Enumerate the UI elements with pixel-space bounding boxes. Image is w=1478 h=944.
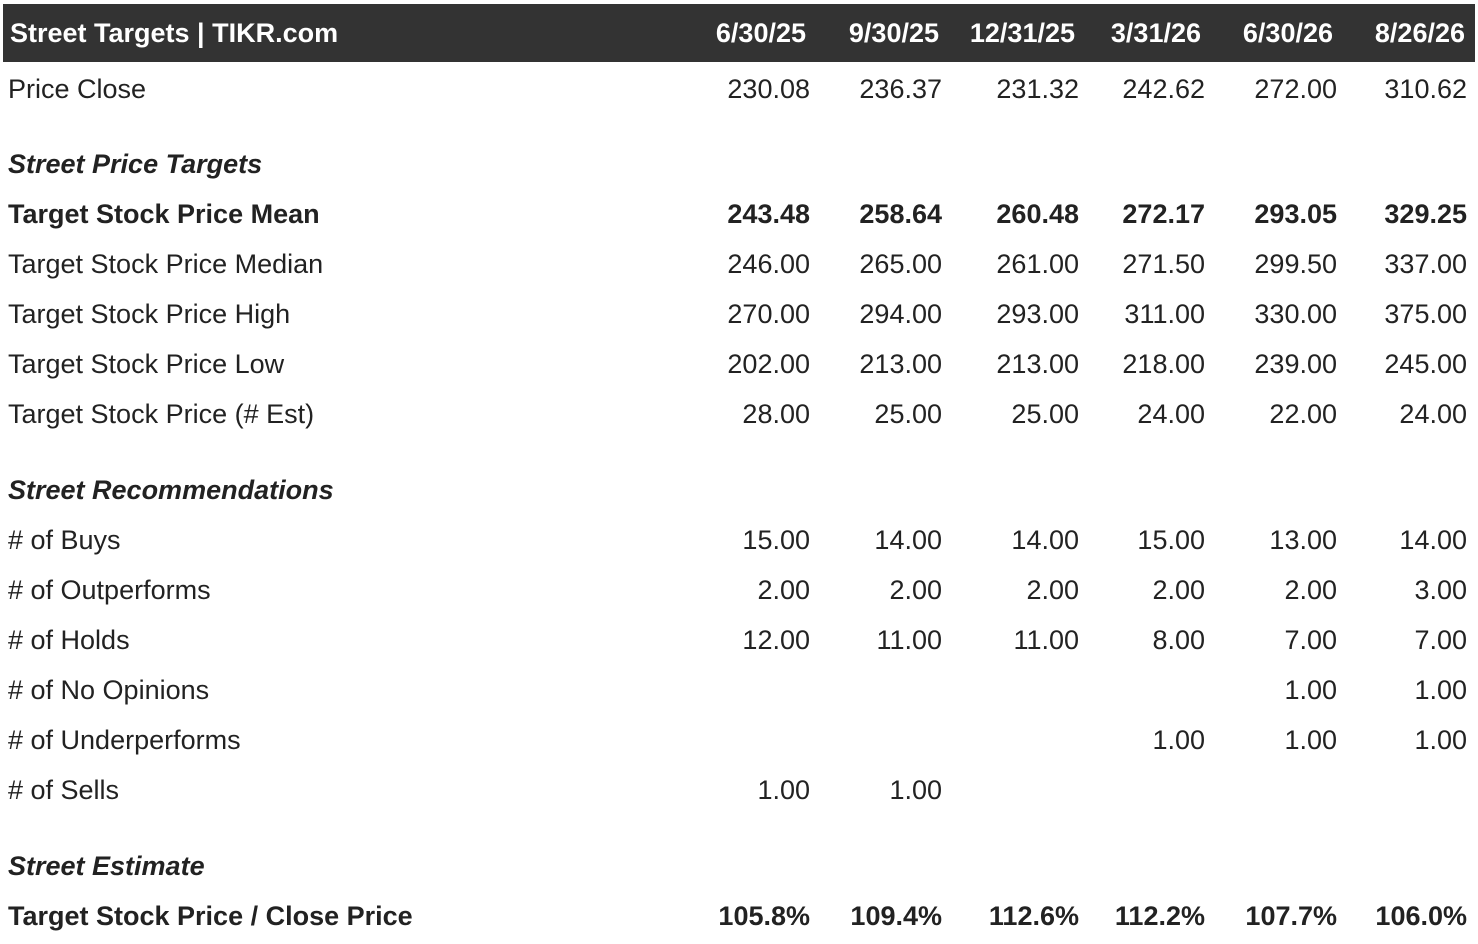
table-cell: 8.00 — [1152, 625, 1205, 655]
table-cell: 299.50 — [1254, 249, 1337, 279]
table-cell: 246.00 — [727, 249, 810, 279]
row-label: Target Stock Price High — [8, 299, 291, 329]
table-cell: 265.00 — [859, 249, 942, 279]
table-cell: 272.17 — [1122, 199, 1205, 229]
row-target-close-ratio — [0, 891, 1478, 941]
table-cell: 270.00 — [727, 299, 810, 329]
table-cell: 7.00 — [1414, 625, 1467, 655]
table-cell: 28.00 — [742, 399, 810, 429]
table-cell: 330.00 — [1254, 299, 1337, 329]
table-cell: 14.00 — [1399, 525, 1467, 555]
table-cell: 213.00 — [859, 349, 942, 379]
table-cell: 14.00 — [1011, 525, 1079, 555]
column-header: 8/26/26 — [1374, 18, 1465, 48]
table-cell: 11.00 — [876, 625, 942, 655]
table-cell: 105.8% — [718, 901, 810, 931]
column-header: 12/31/25 — [969, 18, 1075, 48]
table-cell: 293.05 — [1254, 199, 1337, 229]
row-outperforms — [0, 565, 1478, 615]
table-cell: 109.4% — [850, 901, 942, 931]
row-target-est — [0, 389, 1478, 439]
table-cell: 242.62 — [1122, 74, 1205, 104]
table-cell: 107.7% — [1245, 901, 1337, 931]
table-title: Street Targets | TIKR.com — [10, 18, 339, 48]
table-cell: 271.50 — [1122, 249, 1205, 279]
table-cell: 14.00 — [874, 525, 942, 555]
table-cell: 311.00 — [1124, 299, 1205, 329]
column-header: 9/30/25 — [848, 18, 939, 48]
table-cell: 106.0% — [1375, 901, 1467, 931]
row-label: # of No Opinions — [8, 675, 210, 705]
table-cell: 1.00 — [1414, 675, 1467, 705]
table-cell: 258.64 — [859, 199, 942, 229]
table-cell: 245.00 — [1384, 349, 1467, 379]
table-cell: 230.08 — [727, 74, 810, 104]
table-cell: 231.32 — [996, 74, 1079, 104]
row-no-opinions — [0, 665, 1478, 715]
row-label: # of Sells — [8, 775, 120, 805]
row-label: Target Stock Price Median — [8, 249, 324, 279]
table-cell: 293.00 — [996, 299, 1079, 329]
section-street-estimate — [0, 841, 1478, 891]
table-cell: 24.00 — [1137, 399, 1205, 429]
section-street-recommendations — [0, 465, 1478, 515]
table-cell: 243.48 — [727, 199, 810, 229]
section-heading: Street Recommendations — [8, 475, 334, 505]
row-label: # of Holds — [8, 625, 130, 655]
table-cell: 218.00 — [1122, 349, 1205, 379]
table-cell: 112.2% — [1114, 901, 1205, 931]
table-cell: 1.00 — [1152, 725, 1205, 755]
row-label: # of Buys — [8, 525, 121, 555]
section-heading: Street Price Targets — [8, 149, 263, 179]
table-cell: 112.6% — [988, 901, 1079, 931]
table-cell: 329.25 — [1384, 199, 1467, 229]
column-header: 6/30/25 — [715, 18, 806, 48]
table-cell: 2.00 — [1152, 575, 1205, 605]
table-cell: 2.00 — [889, 575, 942, 605]
table-cell: 260.48 — [996, 199, 1079, 229]
row-underperforms — [0, 715, 1478, 765]
table-cell: 3.00 — [1414, 575, 1467, 605]
table-cell: 24.00 — [1399, 399, 1467, 429]
row-sells — [0, 765, 1478, 815]
row-label: Target Stock Price Low — [8, 349, 285, 379]
table-cell: 13.00 — [1269, 525, 1337, 555]
table-cell: 1.00 — [1284, 725, 1337, 755]
table-cell: 15.00 — [1137, 525, 1205, 555]
table-cell: 7.00 — [1284, 625, 1337, 655]
table-cell: 2.00 — [1284, 575, 1337, 605]
table-cell: 1.00 — [889, 775, 942, 805]
column-header: 6/30/26 — [1242, 18, 1333, 48]
row-label: # of Outperforms — [8, 575, 211, 605]
table-cell: 25.00 — [874, 399, 942, 429]
table-cell: 310.62 — [1384, 74, 1467, 104]
row-price-close — [0, 64, 1478, 114]
table-cell: 236.37 — [859, 74, 942, 104]
table-cell: 202.00 — [727, 349, 810, 379]
row-buys — [0, 515, 1478, 565]
table-header — [3, 4, 1475, 62]
row-holds — [0, 615, 1478, 665]
section-heading: Street Estimate — [8, 851, 205, 881]
table-cell: 12.00 — [742, 625, 810, 655]
row-label: Target Stock Price / Close Price — [8, 901, 413, 931]
table-cell: 1.00 — [1414, 725, 1467, 755]
table-cell: 337.00 — [1384, 249, 1467, 279]
row-target-high — [0, 289, 1478, 339]
table-cell: 11.00 — [1013, 625, 1079, 655]
table-cell: 1.00 — [757, 775, 810, 805]
table-cell: 25.00 — [1011, 399, 1079, 429]
row-target-mean — [0, 189, 1478, 239]
table-cell: 15.00 — [742, 525, 810, 555]
table-cell: 2.00 — [1026, 575, 1079, 605]
table-cell: 213.00 — [996, 349, 1079, 379]
row-target-median — [0, 239, 1478, 289]
row-label: Price Close — [8, 74, 147, 104]
table-cell: 2.00 — [757, 575, 810, 605]
table-cell: 272.00 — [1254, 74, 1337, 104]
table-cell: 261.00 — [996, 249, 1079, 279]
row-label: Target Stock Price Mean — [8, 199, 320, 229]
table-cell: 1.00 — [1284, 675, 1337, 705]
table-cell: 239.00 — [1254, 349, 1337, 379]
table-cell: 375.00 — [1384, 299, 1467, 329]
section-street-price-targets — [0, 139, 1478, 189]
row-label: # of Underperforms — [8, 725, 241, 755]
table-cell: 294.00 — [859, 299, 942, 329]
row-target-low — [0, 339, 1478, 389]
table-cell: 22.00 — [1269, 399, 1337, 429]
column-header: 3/31/26 — [1110, 18, 1201, 48]
row-label: Target Stock Price (# Est) — [8, 399, 315, 429]
